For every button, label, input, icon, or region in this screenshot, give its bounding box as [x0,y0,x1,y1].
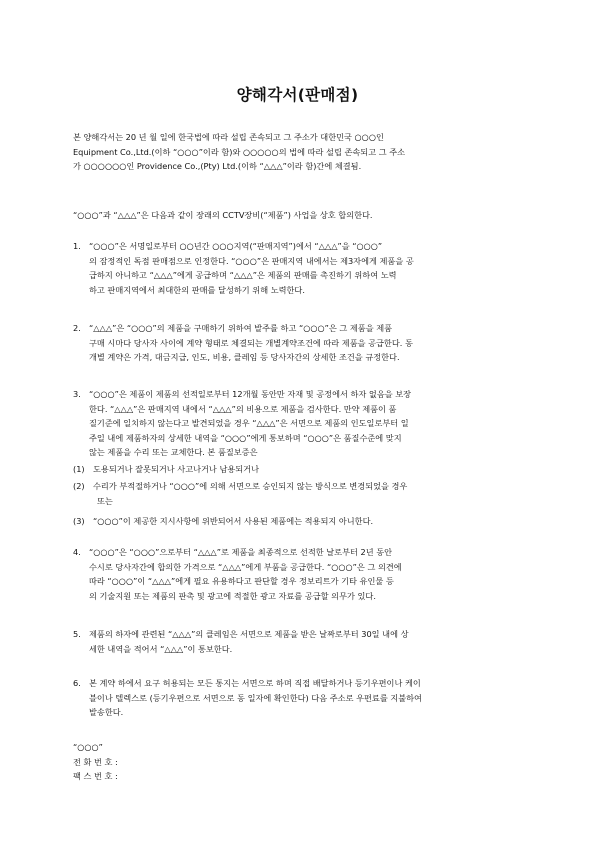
clause-line: 주일 내에 제품하자의 상세한 내역을 “○○○”에게 통보하며 “○○○”은 품질수준에 맞지 [89,432,402,443]
contact-block [73,740,273,784]
fax-label: 팩 스 번 호 : [73,771,118,782]
clause-line: 질기준에 일치하지 않는다고 발견되었을 경우 “△△△”은 서면으로 제품의 인도일로부터 일 [89,418,409,429]
subclause-line: “○○○”이 제공한 지시사항에 위반되어서 사용된 제품에는 적용되지 아니한다. [93,516,374,526]
subclause-line: 도용되거나 잘못되거나 사고나거나 남용되거나 [93,464,259,474]
clause-line: 않는 제품을 수리 또는 교체한다. 본 품질보증은 [89,447,258,458]
clause-line: “○○○”은 제품이 제품의 선적일로부터 12개월 동안만 자재 및 공정에서 하자 없음을 보장 [89,389,412,399]
intro-line: 본 양해각서는 20 년 월 일에 한국법에 따라 설립 존속되고 그 주소가 대한민국 ○○○인 [73,132,384,142]
clause-line: 급하지 아니하고 “△△△”에게 공급하며 “△△△”은 제품의 판매를 촉진하기 위하여 노력 [89,270,397,281]
agreement-text: “○○○”과 “△△△”은 다음과 같이 장래의 CCTV장비(“제품”) 사업을 상호 합의한다. [73,210,373,220]
agreement-sentence [73,208,528,223]
clause-line: “△△△”은 “○○○”의 제품을 구매하기 위하여 발주를 하고 “○○○”은 그 제품을 제품 [89,323,393,333]
phone-label: 전 화 번 호 : [73,756,118,767]
clause-line: 제품의 하자에 관련된 “△△△”의 클레임은 서면으로 제품을 받은 날짜로부터 30일 내에 상 [89,629,409,639]
clause-line: 의 기술지원 또는 제품의 판촉 및 광고에 적절한 광고 자료를 공급할 의무가 있다. [89,590,376,601]
subclause-number: (2) [73,481,85,491]
intro-line: Equipment Co.,Ltd.(이하 “○○○”이라 함)와 ○○○○○의 법에 따라 설립 존속되고 그 주소 [73,146,406,157]
clause-number: 6. [73,678,81,688]
clause-line: “○○○”은 서명일로부터 ○○년간 ○○○지역(“판매지역”)에서 “△△△”을 “○○○” [89,241,383,251]
clause-line: 개별 계약은 가격, 대금지급, 인도, 비용, 클레임 등 당사자간의 상세한 조건을 규정한다. [89,352,400,363]
clause-line: 따라 “○○○”이 “△△△”에게 필요 유용하다고 판단할 경우 정보리트가 기타 유인물 등 [89,576,394,587]
subclause-number: (3) [73,516,85,526]
clause-number: 2. [73,323,81,333]
intro-paragraph [73,130,528,174]
clause-number: 1. [73,241,81,251]
clause-line: 한다. “△△△”은 판매지역 내에서 “△△△”의 비용으로 제품을 검사한다. 만약 제품이 품 [89,403,397,414]
clause-number: 4. [73,547,81,557]
document-title: 양해각서(판매점) [236,86,359,104]
clause-line: 하고 판매지역에서 최대한의 판매를 달성하기 위해 노력한다. [89,284,305,295]
clause-line: 세한 내역을 적어서 “△△△”이 통보한다. [89,643,233,654]
clause-number: 5. [73,629,81,639]
clause-line: 본 계약 하에서 요구 허용되는 모든 통지는 서면으로 하며 직접 배달하거나 등기우편이나 케이 [89,678,421,688]
clause-line: 의 잠정적인 독점 판매점으로 인정한다. “○○○”은 판매지역 내에서는 제3자에게 제품을 공 [89,255,414,266]
intro-line: 가 ○○○○○○인 Providence Co.,(Pty) Ltd.(이하 “△△△”이라 함)간에 체결됨. [73,161,362,172]
subclause-number: (1) [73,464,85,474]
clause-line: 구매 시마다 당사자 사이에 계약 형태로 체결되는 개별계약조건에 따라 제품을 공급한다. 동 [89,337,413,348]
clause-line: 발송한다. [89,707,124,718]
clause-line: 수시로 당사자간에 합의한 가격으로 “△△△”에게 부품을 공급한다. “○○○”은 그 의견에 [89,561,402,572]
clause-line: 블이나 텔렉스로 (등기우편으로 서면으로 동 일자에 확인한다) 다음 주소로 우편료를 지불하여 [89,692,422,703]
subclause-line: 수리가 부적절하거나 “○○○”에 의해 서면으로 승인되지 않는 방식으로 변경되었을 경우 [93,481,408,491]
clause-line: “○○○”은 “○○○”으로부터 “△△△”로 제품을 최종적으로 선적한 날로부터 2년 동안 [89,547,393,557]
subclause-line: 또는 [97,495,113,506]
clause-number: 3. [73,389,81,399]
party-name: “○○○” [73,742,103,752]
